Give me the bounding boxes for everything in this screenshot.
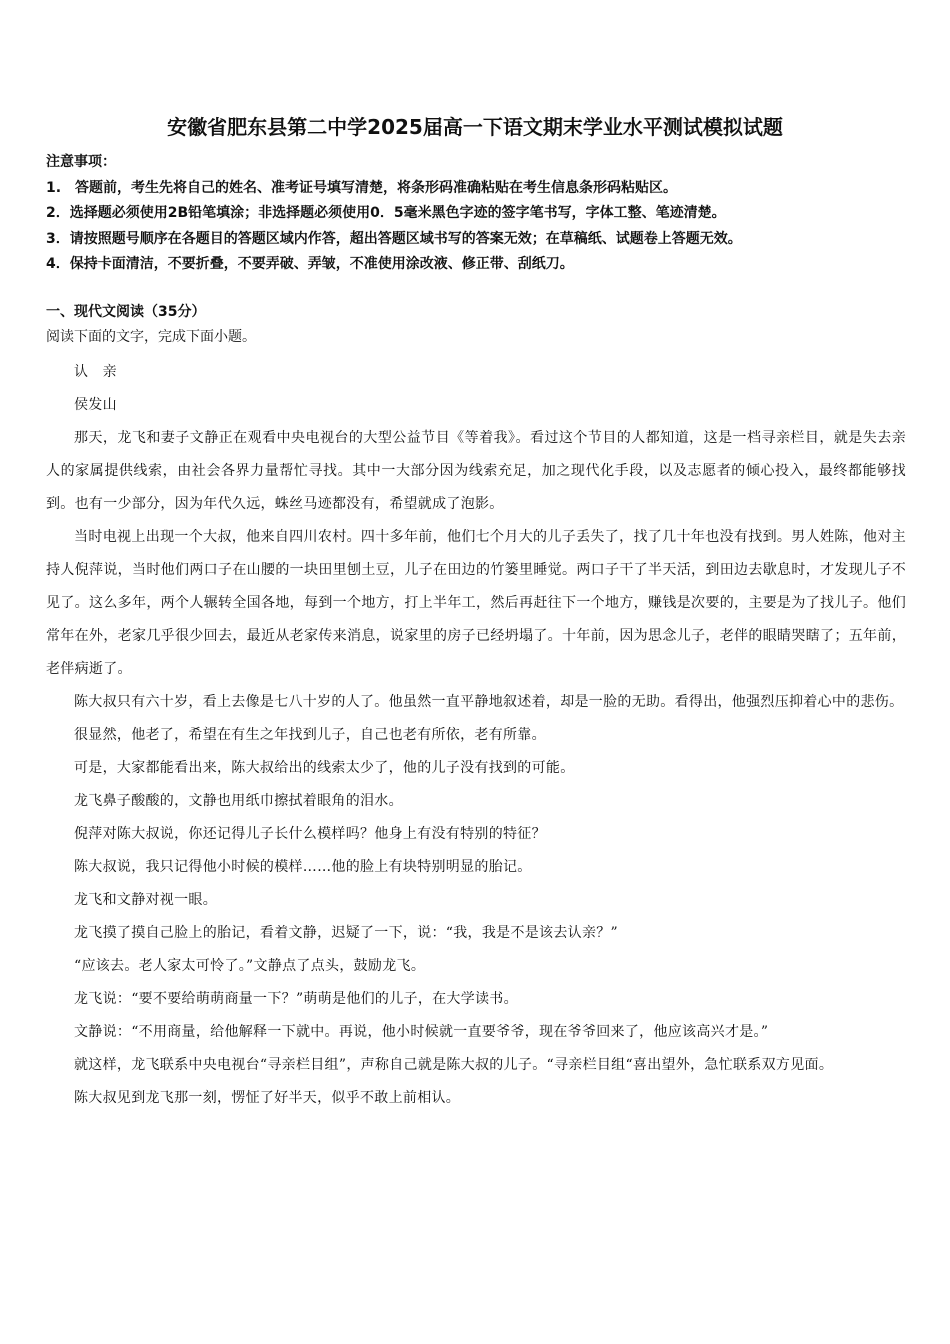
article-paragraph: 就这样，龙飞联系中央电视台“寻亲栏目组”，声称自己就是陈大叔的儿子。“寻亲栏目组“喜出望外，急忙联系双方见面。 xyxy=(74,1057,834,1073)
article-paragraph: 龙飞鼻子酸酸的，文静也用纸巾擦拭着眼角的泪水。 xyxy=(74,793,403,809)
notice-item: 4．保持卡面清洁，不要折叠，不要弄破、弄皱，不准使用涂改液、修正带、刮纸刀。 xyxy=(46,256,574,272)
article-paragraph: 那天，龙飞和妻子文静正在观看中央电视台的大型公益节目《等着我》。看过这个节目的人都知道，这是一档寻亲栏目，就是失去亲人的家属提供线索，由社会各界力量帮忙寻找。其中一大部分因为线索充足，加之现代化手段，以及志愿者的倾心投入，最终都能够找到。也有一少部分，因为年代久远，蛛丝马迹都没有，希望就成了泡影。 xyxy=(46,430,906,512)
reading-section xyxy=(46,300,906,350)
notice-item: 1. 答题前，考生先将自己的姓名、准考证号填写清楚，将条形码准确粘贴在考生信息条形码粘贴区。 xyxy=(46,179,678,196)
article-paragraph: 可是，大家都能看出来，陈大叔给出的线索太少了，他的儿子没有找到的可能。 xyxy=(74,760,575,776)
article-paragraph: 陈大叔只有六十岁，看上去像是七八十岁的人了。他虽然一直平静地叙述着，却是一脸的无助。看得出，他强烈压抑着心中的悲伤。 xyxy=(74,694,904,710)
notice-item: 2．选择题必须使用2B铅笔填涂；非选择题必须使用0．5毫米黑色字迹的签字笔书写，字体工整、笔迹清楚。 xyxy=(46,205,726,221)
article-paragraph: 陈大叔见到龙飞那一刻，愣怔了好半天，似乎不敢上前相认。 xyxy=(74,1090,461,1106)
notice-item: 3．请按照题号顺序在各题目的答题区域内作答，超出答题区域书写的答案无效；在草稿纸、试题卷上答题无效。 xyxy=(46,230,742,247)
section-instruction: 阅读下面的文字，完成下面小题。 xyxy=(46,329,256,345)
article-paragraph: 文静说：“不用商量，给他解释一下就中。再说，他小时候就一直要爷爷，现在爷爷回来了，他应该高兴才是。” xyxy=(74,1024,769,1040)
article-paragraph: 龙飞说：“要不要给萌萌商量一下？”萌萌是他们的儿子，在大学读书。 xyxy=(74,991,518,1007)
article-title: 认 亲 xyxy=(74,364,117,380)
article-paragraph: 龙飞和文静对视一眼。 xyxy=(74,892,217,908)
article-body xyxy=(46,356,906,1115)
notice-heading: 注意事项： xyxy=(46,154,116,170)
section-heading: 一、现代文阅读（35分） xyxy=(46,304,206,320)
article-paragraph: 当时电视上出现一个大叔，他来自四川农村。四十多年前，他们七个月大的儿子丢失了，找了几十年也没有找到。男人姓陈，他对主持人倪萍说，当时他们两口子在山腰的一块田里刨土豆，儿子在田边的竹篓里睡觉。两口子干了半天活，到田边去歇息时，才发现儿子不见了。这么多年，两个人辗转全国各地，每到一个地方，打上半年工，然后再赶往下一个地方，赚钱是次要的，主要是为了找儿子。他们常年在外，老家几乎很少回去，最近从老家传来消息，说家里的房子已经坍塌了。十年前，因为思念儿子，老伴的眼睛哭瞎了；五年前，老伴病逝了。 xyxy=(46,529,906,677)
article-paragraph: 陈大叔说，我只记得他小时候的模样……他的脸上有块特别明显的胎记。 xyxy=(74,859,532,875)
article-paragraph: 倪萍对陈大叔说，你还记得儿子长什么模样吗？他身上有没有特别的特征？ xyxy=(74,826,546,842)
article-paragraph: “应该去。老人家太可怜了。”文静点了点头，鼓励龙飞。 xyxy=(74,958,426,974)
exam-title: 安徽省肥东县第二中学2025届高一下语文期末学业水平测试模拟试题 xyxy=(167,115,783,139)
article-paragraph: 龙飞摸了摸自己脸上的胎记，看着文静，迟疑了一下，说：“我，我是不是该去认亲？” xyxy=(74,925,619,941)
notice-block xyxy=(46,150,906,278)
article-author: 侯发山 xyxy=(74,397,117,413)
article-paragraph: 很显然，他老了，希望在有生之年找到儿子，自己也老有所依，老有所靠。 xyxy=(74,727,546,743)
